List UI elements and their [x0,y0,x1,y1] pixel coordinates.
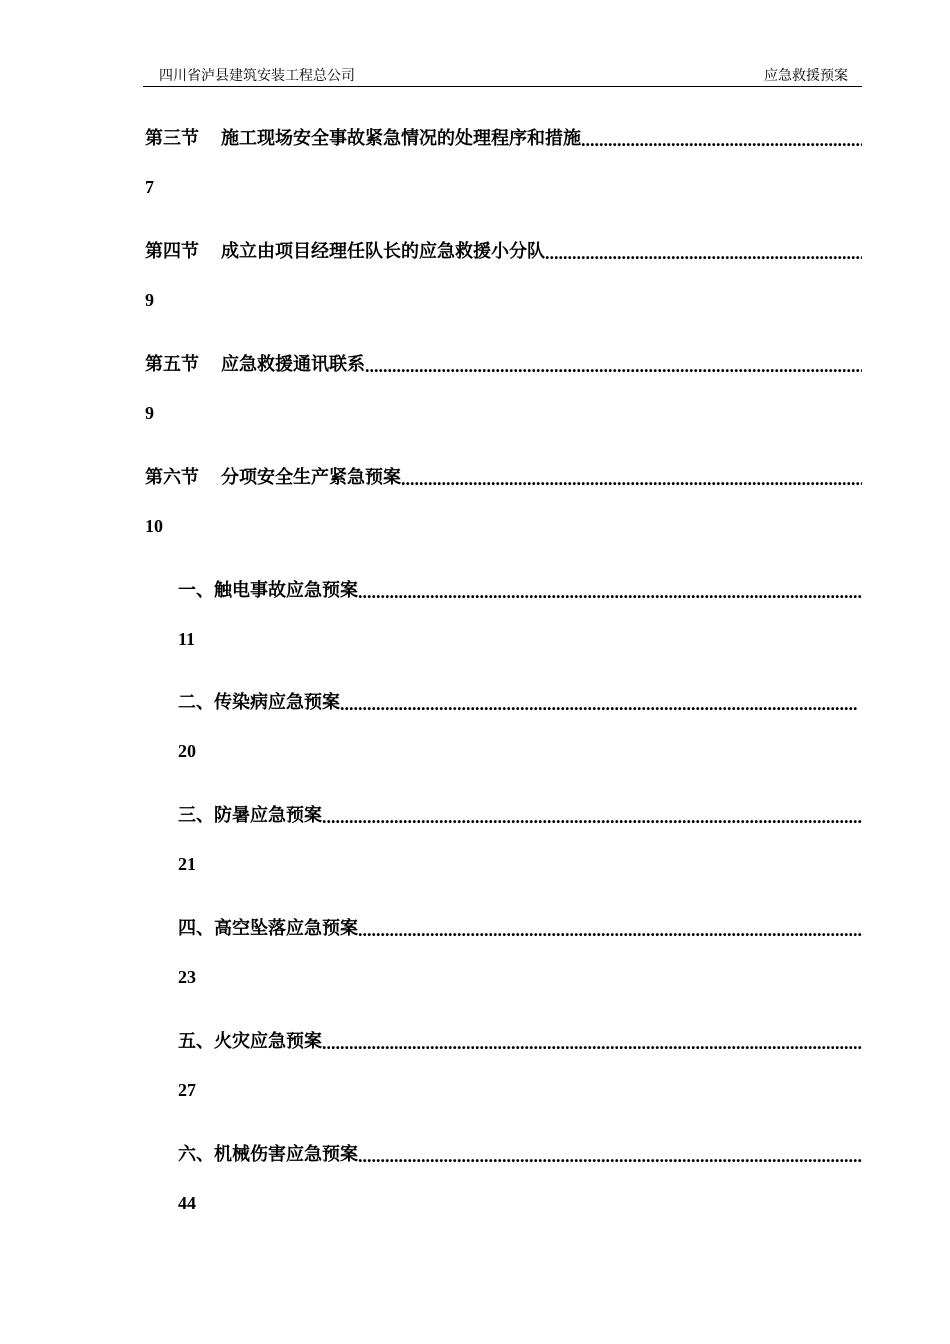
dot-leader [581,129,862,151]
toc-page-number: 7 [145,177,154,197]
toc-line [145,464,862,490]
toc-title: 三、防暑应急预案 [178,805,322,826]
toc-title: 分项安全生产紧急预案 [221,467,401,488]
toc-title: 六、机械伤害应急预案 [178,1144,358,1165]
dot-leader [365,355,862,377]
toc-page-number: 21 [178,854,196,874]
toc-page-number: 27 [178,1080,196,1100]
toc-line [145,238,862,264]
toc-entry-section-3[interactable] [0,125,950,225]
dot-leader [358,581,862,603]
toc-title: 一、触电事故应急预案 [178,580,358,601]
toc-entry-section-5[interactable] [0,351,950,451]
section-number: 第五节 [145,354,199,375]
toc-entry-mechanical-injury[interactable] [0,1141,950,1241]
toc-title: 施工现场安全事故紧急情况的处理程序和措施 [221,128,581,149]
toc-line [178,689,857,715]
toc-page-number: 44 [178,1193,196,1213]
toc-title: 五、火灾应急预案 [178,1031,322,1052]
dot-leader [322,806,862,828]
toc-line [178,1028,862,1054]
toc-entry-section-6[interactable] [0,464,950,564]
dot-leader [545,242,862,264]
toc-page-number: 20 [178,741,196,761]
toc-title: 成立由项目经理任队长的应急救援小分队 [221,241,545,262]
dot-leader [322,1032,862,1054]
toc-line [178,577,862,603]
toc-page-number: 9 [145,290,154,310]
toc-page-number: 9 [145,403,154,423]
toc-line [178,1141,862,1167]
toc-page-number: 11 [178,629,196,649]
toc-line [178,915,862,941]
toc-line [145,351,862,377]
toc-entry-infectious-disease[interactable] [0,689,950,789]
toc-entry-heatstroke[interactable] [0,802,950,902]
toc-title: 应急救援通讯联系 [221,354,365,375]
toc-entry-section-4[interactable] [0,238,950,338]
section-number: 第六节 [145,467,199,488]
document-title: 应急救援预案 [764,68,848,84]
toc-line [145,125,862,151]
toc-entry-fire[interactable] [0,1028,950,1128]
toc-page-number: 23 [178,967,196,987]
toc-title: 二、传染病应急预案 [178,692,340,713]
toc-page-number: 10 [145,516,163,536]
company-name: 四川省泸县建筑安装工程总公司 [159,68,355,84]
toc-line [178,802,862,828]
dot-leader [358,919,862,941]
toc-entry-fall-from-height[interactable] [0,915,950,1015]
dot-leader [358,1145,862,1167]
toc-title: 四、高空坠落应急预案 [178,918,358,939]
toc-entry-electric-shock[interactable] [0,577,950,677]
section-number: 第四节 [145,241,199,262]
dot-leader [401,468,862,490]
dot-leader [340,693,857,715]
section-number: 第三节 [145,128,199,149]
